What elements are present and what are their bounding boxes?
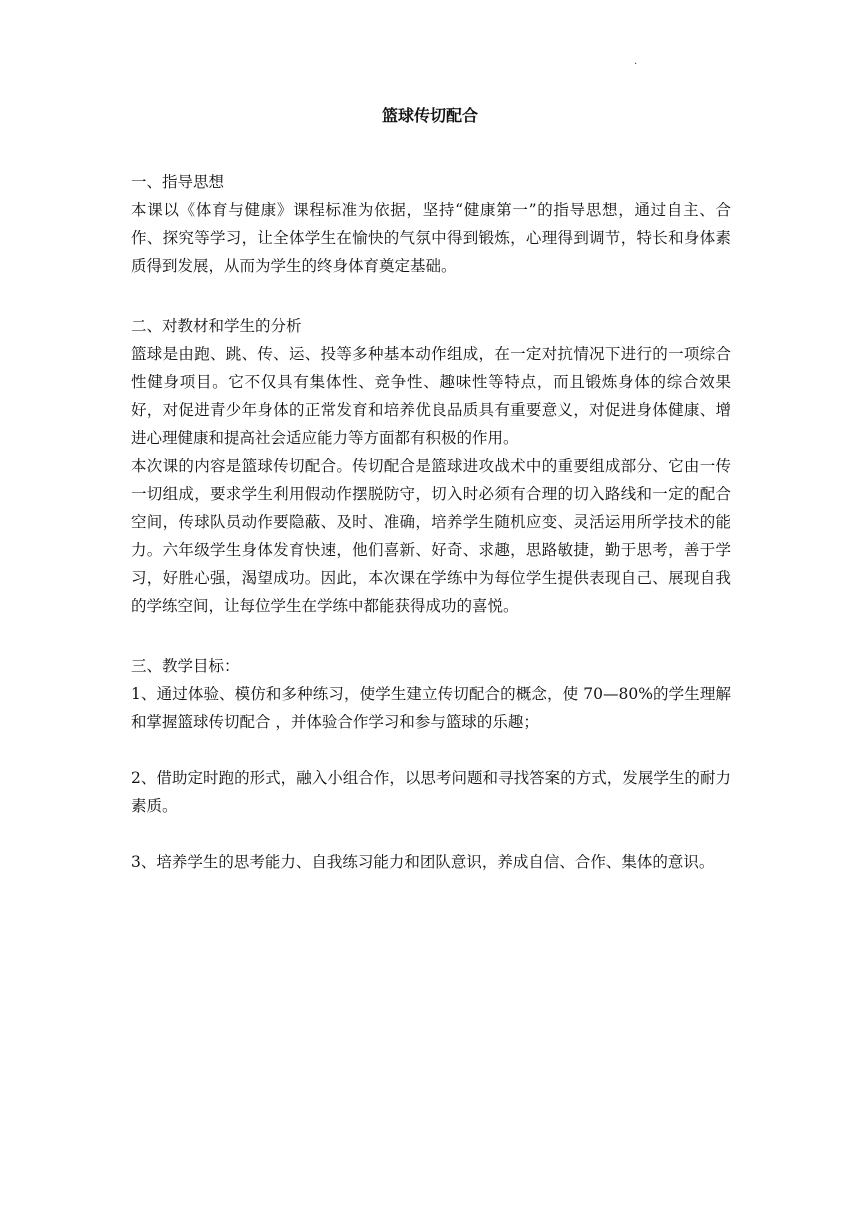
goal-item-3: 3、培养学生的思考能力、自我练习能力和团队意识，养成自信、合作、集体的意识。 [131, 853, 715, 871]
document-title: 篮球传切配合 [381, 106, 478, 125]
paragraph-analysis-material: 篮球是由跑、跳、传、运、投等多种基本动作组成，在一定对抗情况下进行的一项综合性健身项目。它不仅具有集体性、竞争性、趣味性等特点，而且锻炼身体的综合效果好，对促进青少年身体的正常发育和培养优良品质具有重要意义，对促进身体健康、增进心理健康和提高社会适应能力等方面都有积极的作用。 [131, 345, 731, 447]
header-mark: . [634, 56, 638, 67]
section-heading-guiding-idea: 一、指导思想 [131, 173, 225, 191]
section-heading-analysis: 二、对教材和学生的分析 [131, 317, 302, 335]
section-heading-goals: 三、教学目标： [131, 657, 240, 675]
goal-item-2: 2、借助定时跑的形式，融入小组合作，以思考问题和寻找答案的方式，发展学生的耐力素质。 [131, 769, 731, 815]
paragraph-analysis-students: 本次课的内容是篮球传切配合。传切配合是篮球进攻战术中的重要组成部分、它由一传一切组成，要求学生利用假动作摆脱防守，切入时必须有合理的切入路线和一定的配合空间，传球队员动作要隐蔽、及时、准确，培养学生随机应变、灵活运用所学技术的能力。六年级学生身体发育快速，他们喜新、好奇、求趣，思路敏捷，勤于思考，善于学习，好胜心强，渴望成功。因此，本次课在学练中为每位学生提供表现自己、展现自我的学练空间，让每位学生在学练中都能获得成功的喜悦。 [131, 457, 731, 615]
document-body [131, 168, 731, 876]
paragraph-guiding-idea: 本课以《体育与健康》课程标准为依据，坚持“健康第一”的指导思想，通过自主、合作、探究等学习，让全体学生在愉快的气氛中得到锻炼，心理得到调节，特长和身体素质得到发展，从而为学生的终身体育奠定基础。 [131, 201, 731, 275]
goal-item-1: 1、通过体验、模仿和多种练习，使学生建立传切配合的概念，使 70—80%的学生理解和掌握篮球传切配合 ，并体验合作学习和参与篮球的乐趣； [131, 685, 731, 731]
